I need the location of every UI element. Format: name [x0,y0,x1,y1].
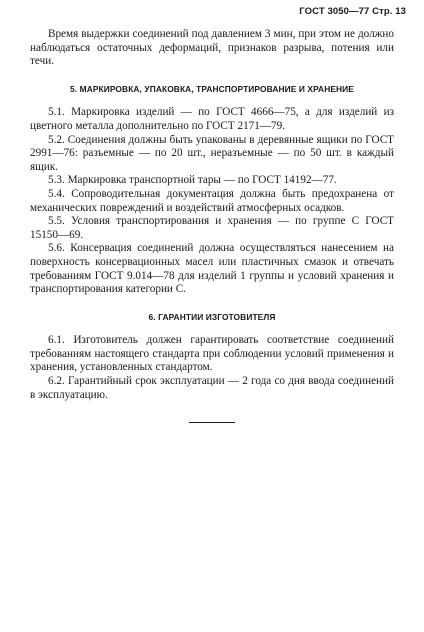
section-6-heading: 6. ГАРАНТИИ ИЗГОТОВИТЕЛЯ [148,311,276,322]
paragraph-5-5: 5.5. Условия транспортирования и хранения — по группе С ГОСТ 15150—69. [30,215,394,241]
page-header: ГОСТ 3050—77 Стр. 13 [299,6,406,17]
paragraph-5-6: 5.6. Консервация соединений должна осуществляться нанесением на поверхность консервационных масел или пластичных смазок и отвечать требованиям ГОСТ 9.014—78 для изделий 1 группы и условий хранения и транспортирования категории С. [30,242,394,296]
paragraph-6-2: 6.2. Гарантийный срок эксплуатации — 2 года со дня ввода соединений в эксплуатацию. [30,375,394,401]
page-content [30,28,394,423]
paragraph-5-3: 5.3. Маркировка транспортной тары — по ГОСТ 14192—77. [48,174,337,187]
paragraph-5-2: 5.2. Соединения должны быть упакованы в деревянные ящики по ГОСТ 2991—76: разъемные — по 20 шт., неразъемные — по 50 шт. в каждый ящик. [30,133,394,173]
paragraph-6-1: 6.1. Изготовитель должен гарантировать соответствие соединений требованиям настоящего стандарта при соблюдении условий применения и хранения, установленных стандартом. [30,334,394,374]
section-5-heading: 5. МАРКИРОВКА, УПАКОВКА, ТРАНСПОРТИРОВАНИЕ И ХРАНЕНИЕ [70,83,354,94]
paragraph-5-4: 5.4. Сопроводительная документация должна быть предохранена от механических повреждений и воздействий атмосферных осадков. [30,187,394,214]
intro-paragraph: Время выдержки соединений под давлением 3 мин, при этом не должно наблюдаться остаточных деформаций, признаков разрыва, потения или течи. [30,28,394,68]
paragraph-5-1: 5.1. Маркировка изделий — по ГОСТ 4666—75, а для изделий из цветного металла дополнительно по ГОСТ 2171—79. [30,106,394,132]
end-separator-line [189,422,235,423]
